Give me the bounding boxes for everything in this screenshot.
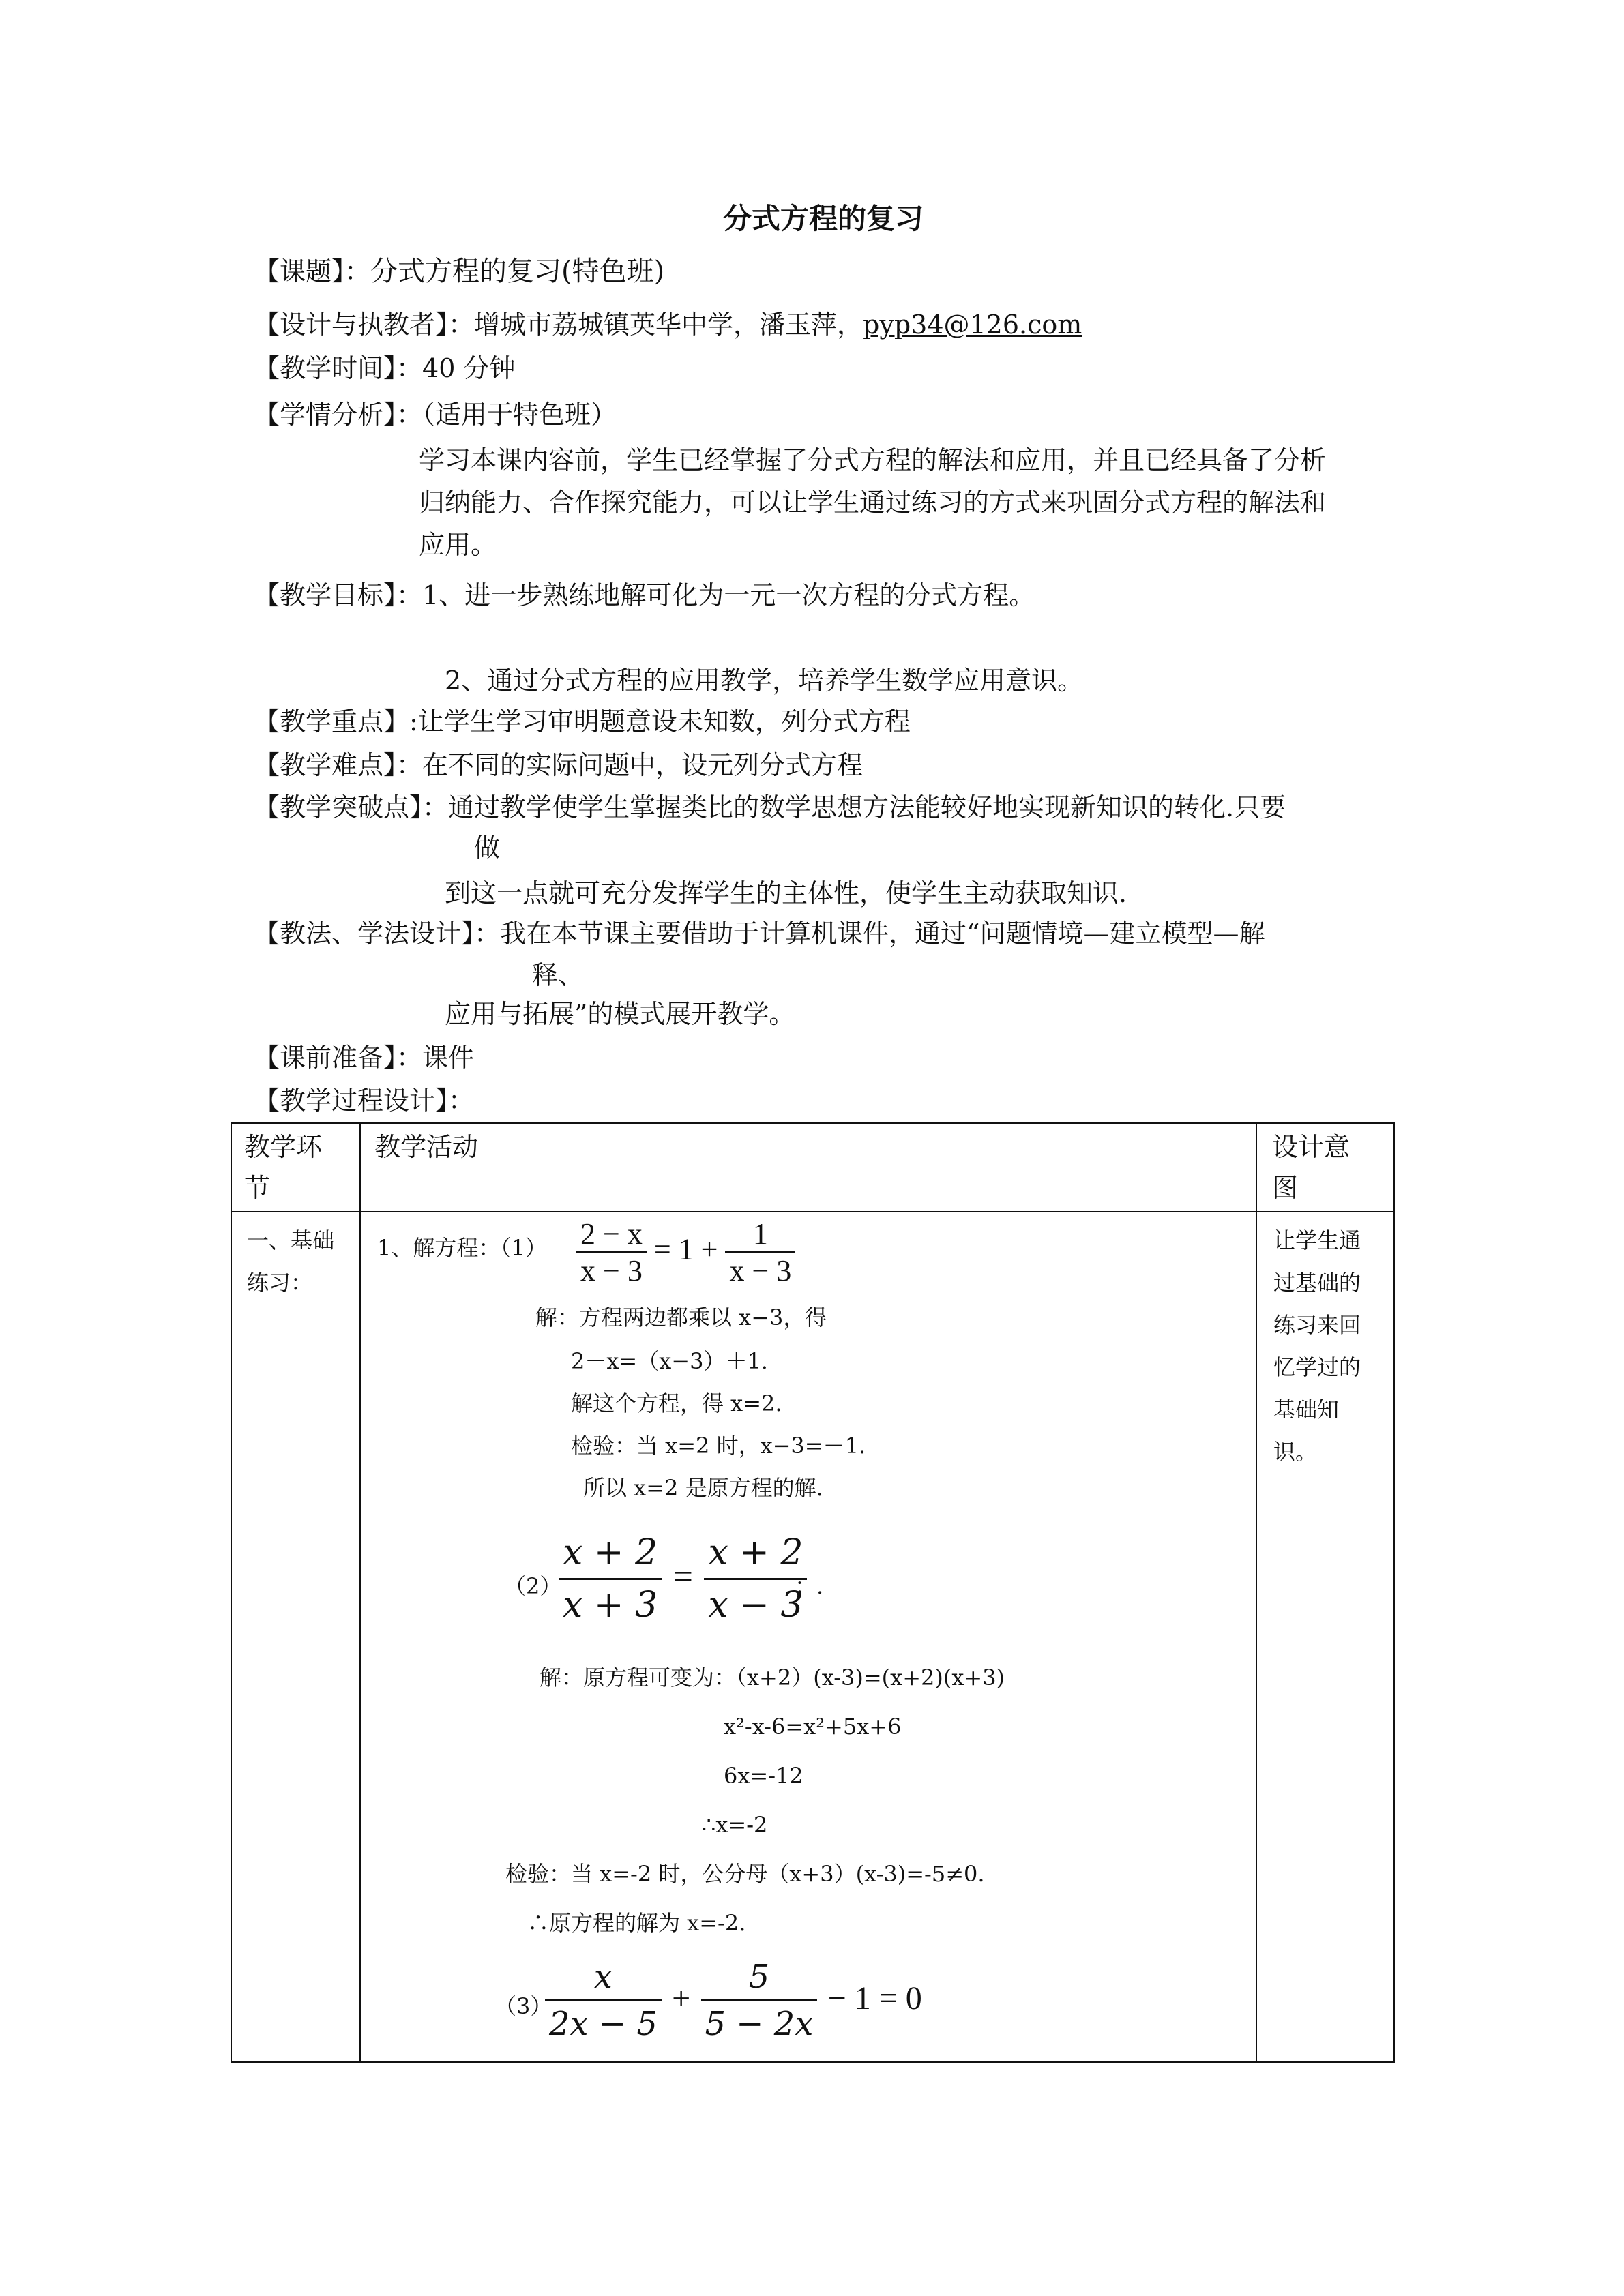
prep-line [254,1041,474,1075]
difficulty-label: 【教学难点】： [254,750,423,780]
activity-cell [360,1212,1256,2062]
q2-suffix: ；. [795,1573,824,1599]
goal-1: 1、进一步熟练地解可化为一元一次方程的分式方程。 [422,580,1035,610]
q1-equation [576,1217,795,1288]
q1-lhs-den: x − 3 [576,1251,647,1288]
q3-prefix: （3） [494,1993,552,2019]
key-value: 让学生学习审明题意设未知数，列分式方程 [417,706,911,736]
q1-prefix: 1、解方程：（1） [377,1235,547,1261]
breakthrough-line [254,790,1286,824]
intent-line-4: 忆学过的 [1273,1354,1361,1380]
header-intent-line-2: 图 [1272,1173,1299,1203]
q1-rhs-den: x − 3 [725,1251,795,1288]
stage-line-1: 一、基础 [247,1227,335,1253]
q3-plus: + [672,1980,691,2016]
prep-value: 课件 [422,1043,475,1073]
q1-rhs-num: 1 [752,1217,768,1251]
header-stage-line-1: 教学环 [244,1132,323,1162]
q1-sol-5: 所以 x=2 是原方程的解. [583,1475,823,1501]
topic-line [254,254,664,288]
breakthrough-label: 【教学突破点】： [254,792,449,822]
analysis-paragraph [419,439,1326,566]
q3-b-num: 5 [748,1958,770,1996]
header-intent-line-1: 设计意 [1272,1132,1350,1162]
q2-conclusion: ∴原方程的解为 x=-2. [527,1910,746,1936]
analysis-line-2: 归纳能力、合作探究能力，可以让学生通过练习的方式来巩固分式方程的解法和 [419,488,1327,518]
q1-sol-3: 解这个方程，得 x=2. [571,1390,782,1416]
header-intent-cell [1256,1123,1394,1212]
q2-sol-3: 6x=-12 [724,1763,803,1789]
q3-a-den: 2x − 5 [545,1999,662,2046]
key-line [254,704,911,739]
q2-mid: = [673,1557,693,1596]
goal-line [254,578,1035,612]
breakthrough-1: 通过教学使学生掌握类比的数学思想方法能较好地实现新知识的转化.只要 [448,792,1286,822]
q2-equation [559,1527,807,1630]
analysis-line [254,398,617,432]
method-label: 【教法、学法设计】： [254,919,501,949]
breakthrough-2: 做 [474,833,501,863]
goal-2: 2、通过分式方程的应用教学，培养学生数学应用意识。 [445,666,1084,696]
method-1: 我在本节课主要借助于计算机课件，通过“问题情境—建立模型—解 [500,919,1265,949]
page-title: 分式方程的复习 [723,202,924,235]
q1-mid: = 1 + [653,1232,718,1266]
q2-sol-4: ∴x=-2 [702,1812,768,1838]
key-label: 【教学重点】: [254,706,418,736]
intent-line-2: 过基础的 [1273,1270,1361,1296]
analysis-line-1: 学习本课内容前，学生已经掌握了分式方程的解法和应用，并且已经具备了分析 [419,445,1327,475]
table-header-row [231,1123,1394,1212]
designer-value: 增城市荔城镇英华中学，潘玉萍， [474,310,863,340]
process-table [231,1122,1395,2063]
q1-lhs-num: 2 − x [580,1217,643,1251]
q1-rhs-fraction [725,1217,795,1288]
difficulty-value: 在不同的实际问题中，设元列分式方程 [422,750,863,780]
q2-sol-1: 解：原方程可变为：（x+2）(x-3)=(x+2)(x+3) [540,1665,1005,1690]
time-value: 40 分钟 [422,353,516,383]
q1-lhs-fraction [576,1217,647,1288]
q2-lhs-den: x + 3 [559,1578,662,1630]
method-3: 应用与拓展”的模式展开教学。 [445,999,795,1029]
header-activity: 教学活动 [374,1132,479,1162]
q2-check: 检验：当 x=-2 时，公分母（x+3）(x-3)=-5≠0. [505,1861,985,1887]
stage-line-2: 练习： [247,1270,313,1296]
analysis-note: （适用于特色班） [422,400,617,430]
q1-sol-4: 检验：当 x=2 时，x−3=－1. [571,1433,866,1459]
prep-label: 【课前准备】： [254,1043,423,1073]
intent-line-5: 基础知 [1273,1397,1340,1422]
q3-a-fraction [545,1954,662,2046]
breakthrough-3: 到这一点就可充分发挥学生的主体性，使学生主动获取知识. [445,878,1127,908]
email-link[interactable]: pyp34@126.com [863,310,1082,340]
time-label: 【教学时间】： [254,353,423,383]
intent-line-3: 练习来回 [1273,1312,1361,1338]
q3-b-fraction [701,1954,818,2046]
q2-rhs-num: x + 2 [708,1532,803,1573]
method-line [254,916,1265,951]
q3-equation [545,1954,922,2046]
analysis-label: 【学情分析】： [254,400,423,430]
intent-line-6: 识。 [1273,1439,1318,1465]
analysis-line-3: 应用。 [419,530,497,560]
stage-cell [231,1212,360,2062]
topic-value: 分式方程的复习(特色班) [370,256,665,287]
q2-rhs-fraction [704,1527,807,1630]
q3-tail: − 1 = 0 [827,1980,922,2016]
method-2: 释、 [532,960,585,990]
q3-b-den: 5 − 2x [701,1999,818,2046]
q1-sol-1: 解：方程两边都乘以 x−3，得 [535,1304,827,1330]
header-activity-cell [360,1123,1256,1212]
q2-rhs-den: x − 3 [704,1578,807,1630]
table-row [231,1212,1394,2062]
topic-label: 【课题】： [254,256,371,286]
difficulty-line [254,748,863,782]
goal-label: 【教学目标】： [254,580,423,610]
header-stage-line-2: 节 [244,1173,271,1203]
q2-lhs-fraction [559,1527,662,1630]
q2-sol-2: x²-x-6=x²+5x+6 [724,1714,902,1740]
intent-line-1: 让学生通 [1273,1227,1361,1253]
q2-lhs-num: x + 2 [563,1532,658,1573]
q1-sol-2: 2－x=（x−3）＋1. [571,1348,768,1374]
q2-prefix: （2） [504,1573,562,1599]
designer-label: 【设计与执教者】： [254,310,475,340]
designer-line [254,308,1082,342]
process-label: 【教学过程设计】： [254,1086,475,1116]
intent-cell [1256,1212,1394,2062]
q3-a-num: x [593,1958,612,1996]
header-stage-cell [231,1123,360,1212]
time-line [254,351,515,385]
